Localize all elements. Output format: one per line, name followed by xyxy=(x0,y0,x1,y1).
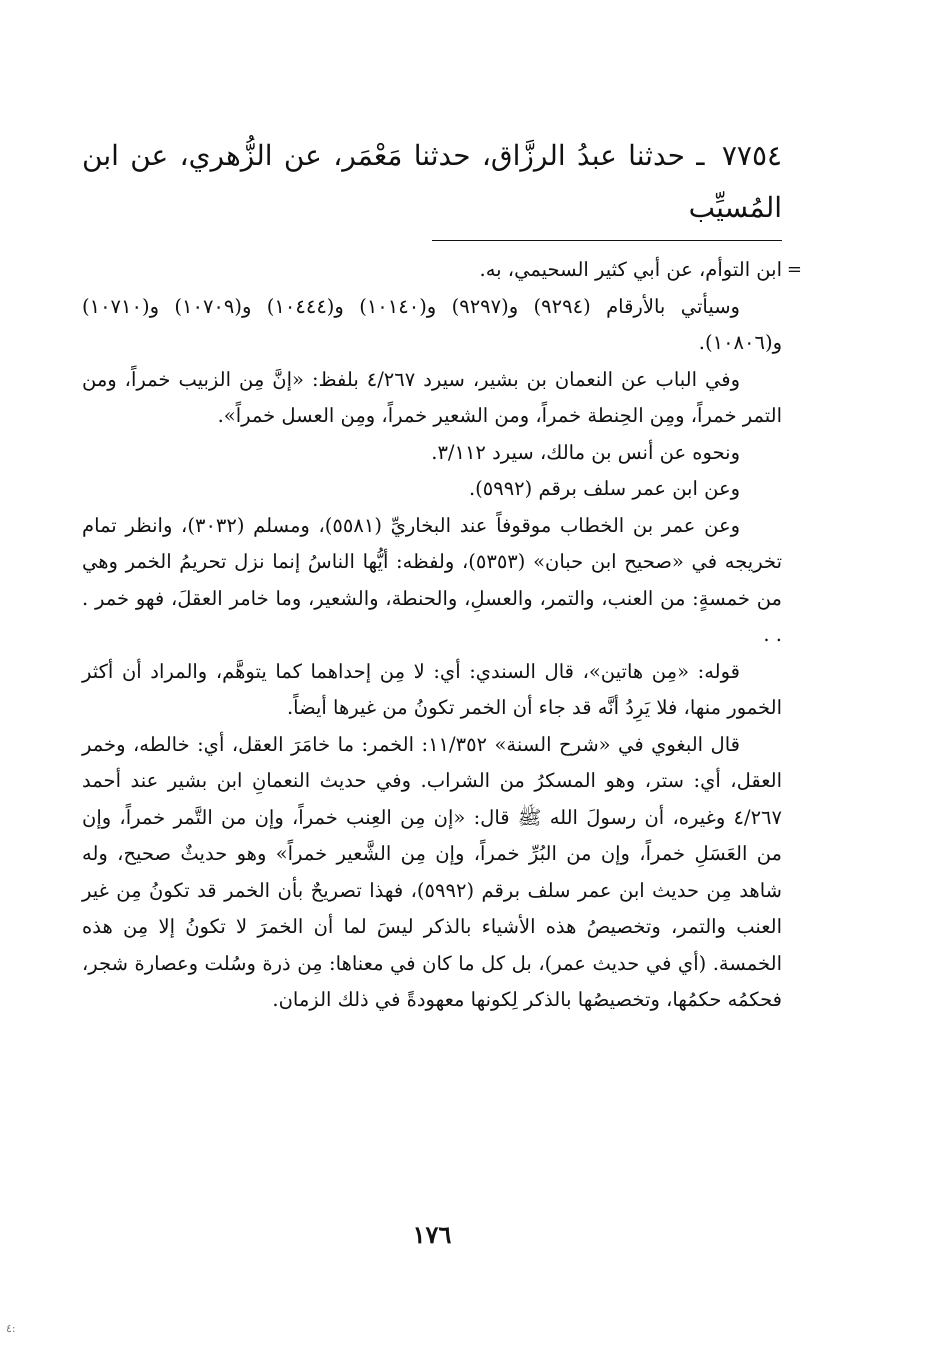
footnote-paragraph: قال البغوي في «شرح السنة» ١١/٣٥٢: الخمر: ما خامَرَ العقل، أي: خالطه، وخمر العقل، أي: ستر، وهو المسكرُ من الشراب. وفي حديث النعمانِ ابن بشير عند أحمد ٤/٢٦٧ وغيره، أن رسولَ الله ﷺ قال: «إن مِن العِنب خمراً، وإن من التَّمر خمراً، وإن من العَسَلِ خمراً، وإن من البُرِّ خمراً، وإن مِن الشَّعير خمراً» وهو حديثٌ صحيح، وله شاهد مِن حديث ابن عمر سلف برقم (٥٩٩٢)، فهذا تصريحٌ بأن الخمر قد تكونُ مِن غير العنب والتمر، وتخصيصُ هذه الأشياء بالذكر ليسَ لما أن الخمرَ لا تكونُ إلا مِن هذه الخمسة. (أي في حديث عمر)، بل كل ما كان في معناها: مِن ذرة وسُلت وعصارة شجر، فحكمُه حكمُها، وتخصيصُها بالذكر لِكونها معهودةً في ذلك الزمان. xyxy=(82,732,782,1011)
page-number: ١٧٦ xyxy=(412,1220,452,1249)
book-page xyxy=(82,130,802,1280)
footnote-paragraph: ابن التوأم، عن أبي كثير السحيمي، به. xyxy=(479,258,782,281)
footnote-continuation-marker: = xyxy=(786,259,802,280)
footnote-paragraph: وعن عمر بن الخطاب موقوفاً عند البخاريِّ (٥٥٨١)، ومسلم (٣٠٣٢)، وانظر تمام تخريجه في «صحيح ابن حبان» (٥٣٥٣)، ولفظه: أيُّها الناسُ إنما نزل تحريمُ الخمر وهي من خمسةٍ: من العنب، والتمر، والعسلِ، والحنطة، والشعير، وما خامر العقلَ، فهو خمر . . . xyxy=(82,513,782,646)
footnote-paragraph: ونحوه عن أنس بن مالك، سيرد ٣/١١٢. xyxy=(431,440,740,464)
footnotes xyxy=(82,252,802,1019)
hadith-text xyxy=(82,130,782,234)
footnote-paragraph: وفي الباب عن النعمان بن بشير، سيرد ٤/٢٦٧ بلفظ: «إنَّ مِن الزبيب خمراً، ومن التمر خمراً، ومِن الحِنطة خمراً، ومن الشعير خمراً، ومِن العسل خمراً». xyxy=(82,367,782,427)
footnote-separator xyxy=(432,240,782,241)
footnote-paragraph: وسيأتي بالأرقام (٩٢٩٤) و(٩٢٩٧) و(١٠١٤٠) و(١٠٤٤٤) و(١٠٧٠٩) و(١٠٧١٠) و(١٠٨٠٦). xyxy=(82,294,782,354)
footnote-paragraph: وعن ابن عمر سلف برقم (٥٩٩٢). xyxy=(468,477,740,500)
hadith-chain: ـ حدثنا عبدُ الرزَّاق، حدثنا مَعْمَر، عن الزُّهري، عن ابن المُسيِّب xyxy=(82,139,782,224)
scan-mark: ٤: xyxy=(6,1322,16,1335)
hadith-number: ٧٧٥٤ xyxy=(721,139,783,172)
footnote-paragraph: قوله: «مِن هاتين»، قال السندي: أي: لا مِن إحداهما كما يتوهَّم، والمراد أن أكثر الخمور منها، فلا يَرِدُ أنَّه قد جاء أن الخمر تكونُ من غيرها أيضاً. xyxy=(82,659,782,719)
